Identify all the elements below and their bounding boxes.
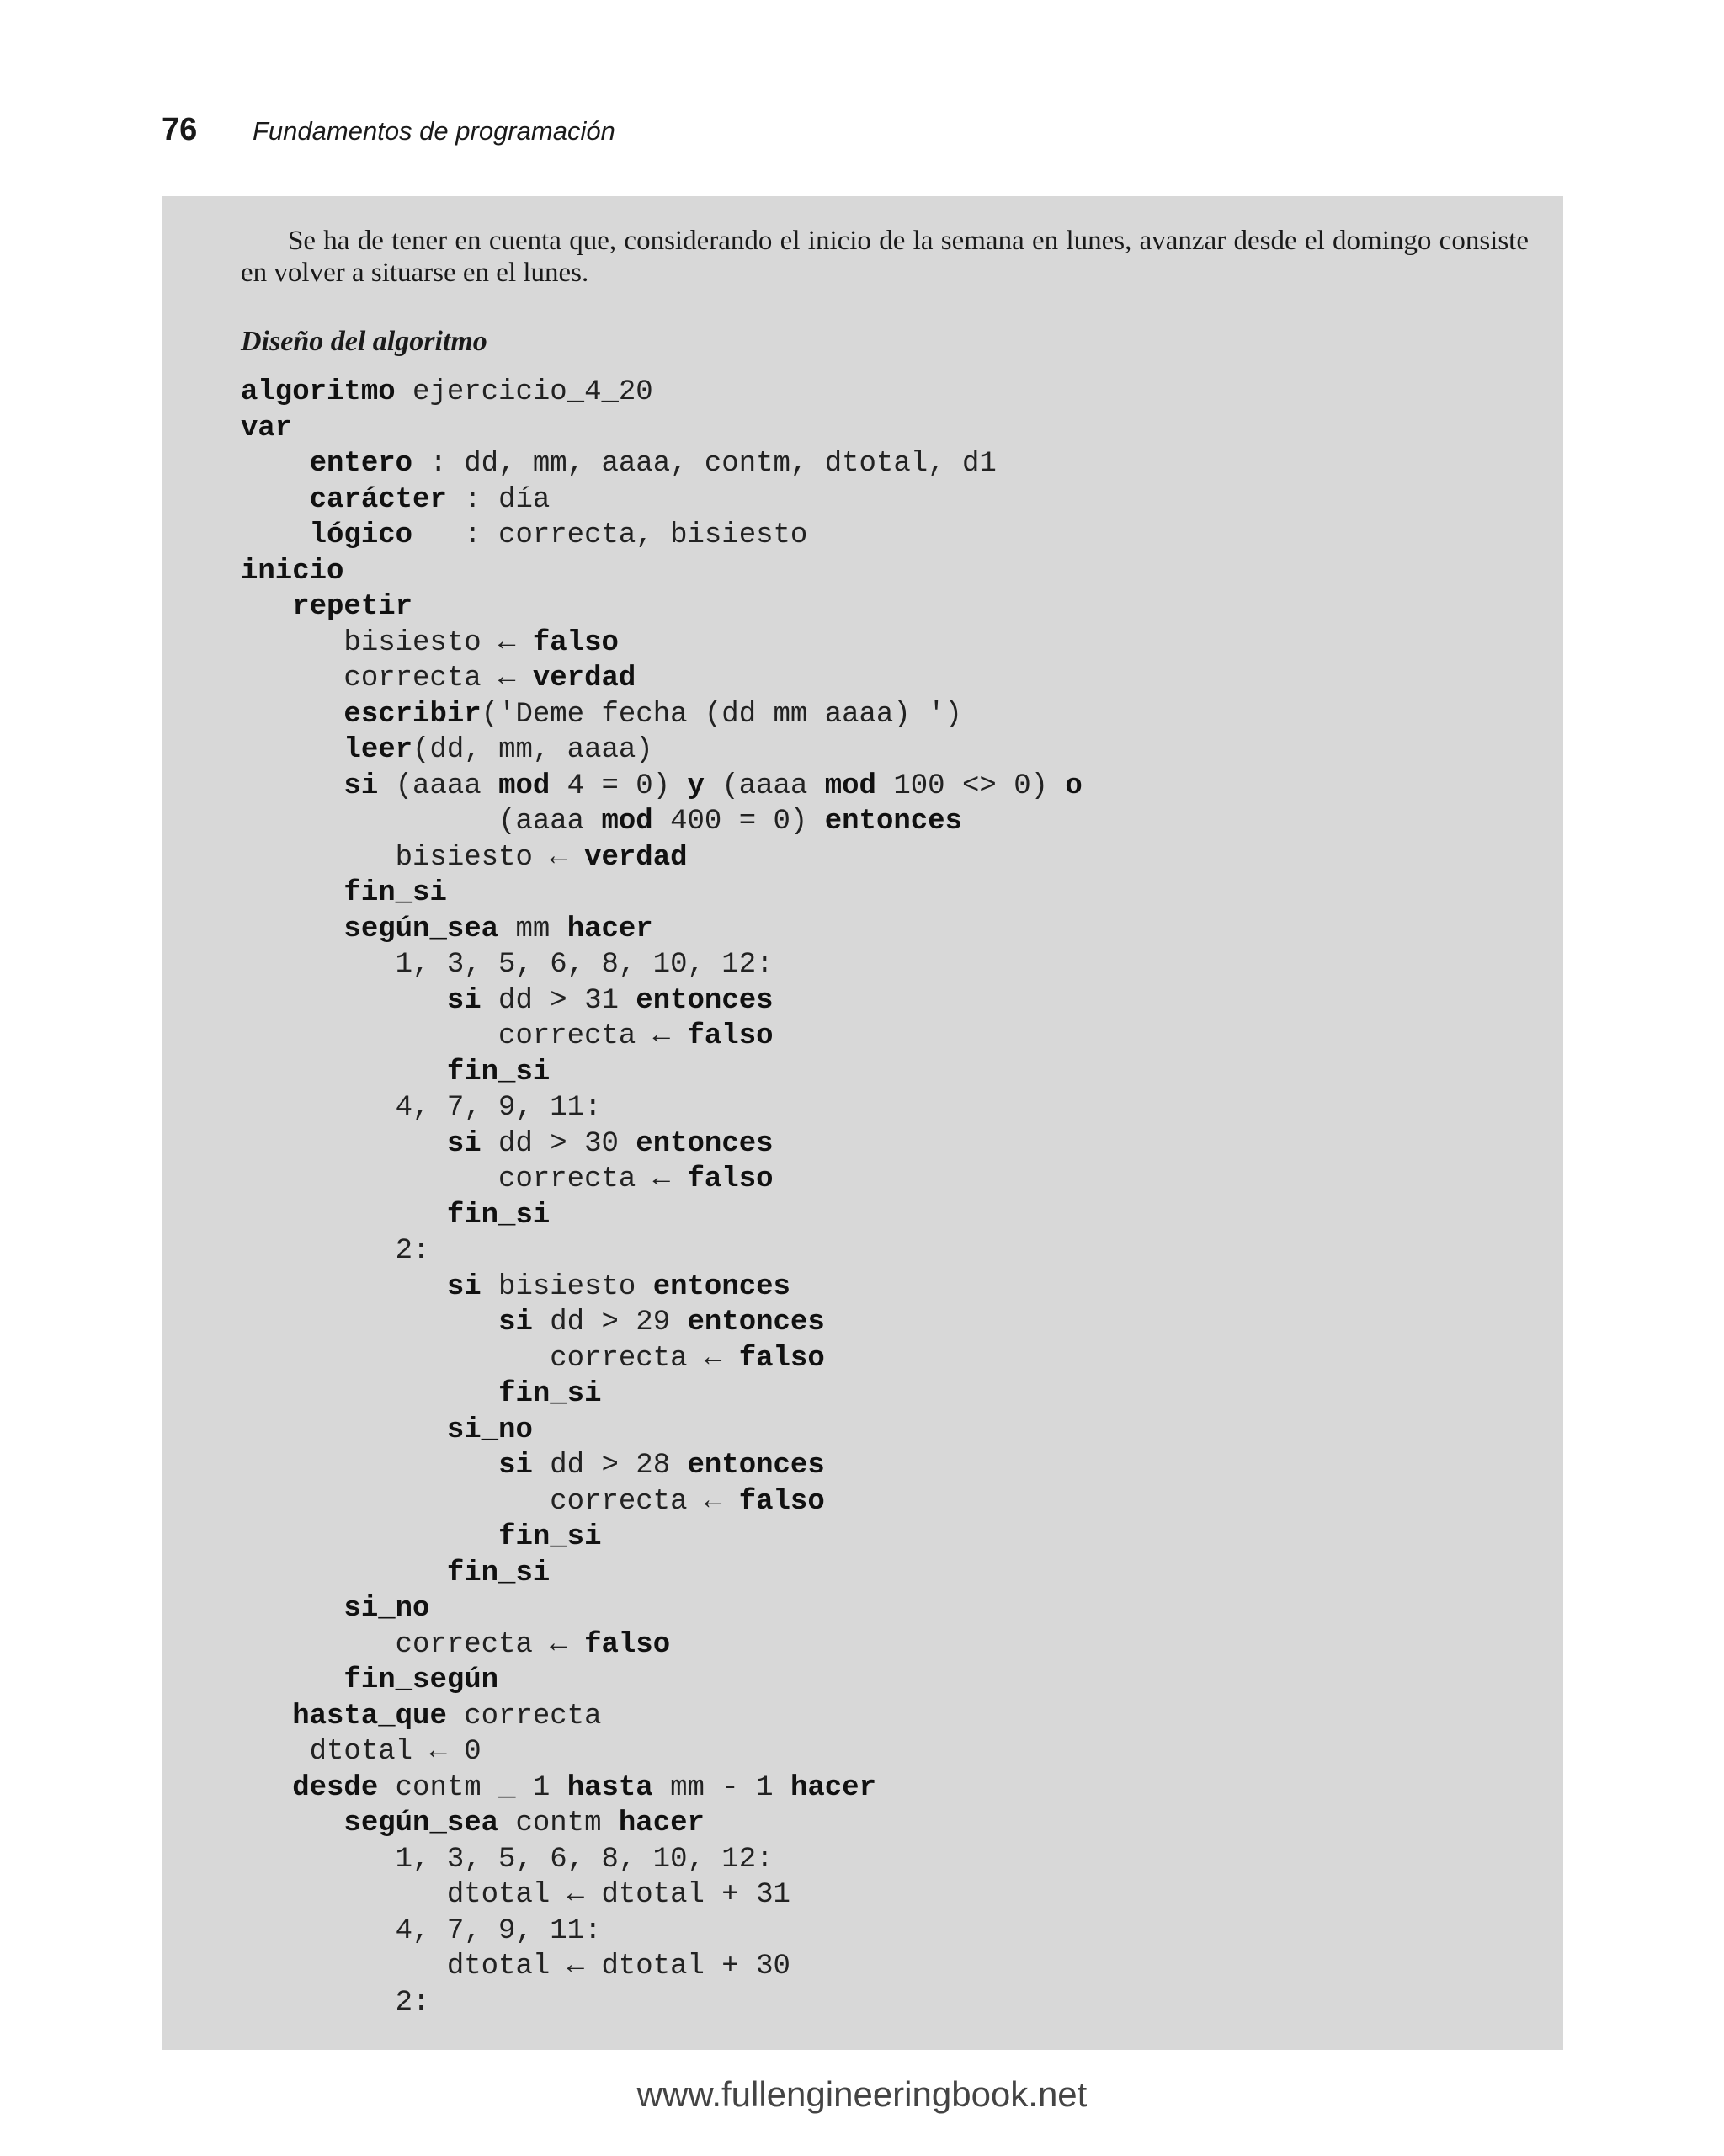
code-line — [241, 589, 1083, 626]
code-text: dtotal ← dtotal + 30 — [241, 1951, 790, 1983]
code-keyword: fin_si — [446, 1056, 551, 1089]
code-keyword: según_sea — [343, 913, 499, 945]
code-text: correcta — [446, 1700, 602, 1733]
code-keyword: entonces — [687, 1307, 825, 1339]
code-text: correcta ← — [241, 1485, 739, 1518]
code-keyword: o — [1065, 769, 1083, 802]
code-keyword: escribir — [343, 698, 482, 731]
code-line — [241, 1019, 1083, 1055]
code-text: correcta ← — [241, 663, 533, 695]
code-text: mm — [498, 913, 567, 945]
code-text — [241, 484, 310, 516]
code-keyword: inicio — [241, 555, 344, 588]
footer-url: www.fullengineeringbook.net — [636, 2074, 1088, 2114]
code-line — [241, 1985, 1083, 2021]
code-keyword: entonces — [636, 1127, 774, 1160]
code-line — [241, 446, 1083, 482]
code-text: 4, 7, 9, 11: — [241, 1092, 602, 1124]
code-line — [241, 876, 1083, 912]
code-text: dd > 28 — [532, 1450, 688, 1482]
code-text — [241, 1128, 447, 1160]
code-keyword: leer — [343, 734, 413, 766]
code-text: : día — [446, 483, 551, 516]
code-line — [241, 1484, 1083, 1520]
code-keyword: entonces — [652, 1270, 790, 1303]
code-keyword: fin_si — [446, 1557, 551, 1589]
code-line — [241, 1198, 1083, 1234]
code-keyword: hacer — [567, 913, 653, 945]
code-text — [241, 1521, 498, 1553]
code-line — [241, 554, 1083, 590]
code-keyword: según_sea — [343, 1807, 499, 1839]
code-text — [241, 734, 343, 766]
code-line — [241, 912, 1083, 948]
code-keyword: fin_si — [498, 1378, 602, 1410]
code-line — [241, 804, 1083, 840]
code-text — [241, 1593, 343, 1625]
code-text: : dd, mm, aaaa, contm, dtotal, d1 — [412, 448, 997, 480]
code-keyword: var — [241, 412, 293, 445]
code-text: bisiesto — [481, 1270, 653, 1303]
code-keyword: entonces — [636, 984, 774, 1017]
code-line — [241, 1305, 1083, 1341]
code-keyword: fin_si — [446, 1199, 551, 1232]
code-text: 1, 3, 5, 6, 8, 10, 12: — [241, 1843, 774, 1876]
code-text: correcta ← — [241, 1628, 585, 1661]
code-line — [241, 1090, 1083, 1126]
code-text: (aaaa — [378, 769, 499, 802]
code-line — [241, 1663, 1083, 1699]
code-line — [241, 697, 1083, 733]
code-text: 1, 3, 5, 6, 8, 10, 12: — [241, 949, 774, 981]
code-line — [241, 626, 1083, 662]
code-line — [241, 1055, 1083, 1091]
code-text: 4 = 0) — [550, 769, 688, 802]
code-keyword: hacer — [790, 1771, 876, 1804]
code-text — [241, 770, 343, 802]
code-keyword: carácter — [309, 483, 447, 516]
code-line — [241, 1699, 1083, 1735]
code-keyword: entonces — [824, 806, 962, 838]
code-keyword: fin_si — [343, 877, 447, 909]
code-line — [241, 947, 1083, 983]
code-text: correcta ← — [241, 1342, 739, 1375]
code-keyword: repetir — [292, 591, 413, 623]
code-line — [241, 1233, 1083, 1270]
code-text: dd > 29 — [532, 1307, 688, 1339]
code-text — [241, 1772, 292, 1804]
code-text — [241, 913, 343, 945]
code-text — [241, 1664, 343, 1696]
code-text — [241, 1057, 447, 1089]
code-line — [241, 1162, 1083, 1198]
intro-paragraph: Se ha de tener en cuenta que, considerando el inicio de la semana en lunes, avanzar desde el domingo consiste en volver a situarse en el lunes. — [241, 226, 1529, 288]
code-text — [241, 448, 310, 480]
code-keyword: y — [687, 769, 705, 802]
code-line — [241, 1627, 1083, 1664]
content-box — [162, 196, 1563, 2050]
code-text — [241, 591, 292, 623]
code-text — [241, 1378, 498, 1410]
code-text: contm — [498, 1807, 619, 1839]
code-text — [241, 1200, 447, 1232]
code-text — [241, 1807, 343, 1839]
code-keyword: falso — [532, 626, 619, 659]
code-keyword: verdad — [532, 663, 636, 695]
algorithm-code-block — [241, 375, 1083, 2020]
code-text — [241, 985, 447, 1017]
code-text — [241, 1701, 292, 1733]
code-keyword: mod — [824, 769, 876, 802]
code-line — [241, 1341, 1083, 1377]
code-line — [241, 661, 1083, 697]
code-text: 2: — [241, 1235, 430, 1267]
code-line — [241, 1126, 1083, 1163]
code-keyword: si_no — [343, 1593, 430, 1625]
code-text: 2: — [241, 1986, 430, 2019]
code-text — [241, 1414, 447, 1446]
code-line — [241, 1591, 1083, 1627]
code-text: correcta ← — [241, 1020, 688, 1052]
code-text: dtotal ← 0 — [241, 1736, 482, 1768]
code-keyword: falso — [687, 1020, 774, 1052]
code-text — [241, 1557, 447, 1589]
code-line — [241, 1770, 1083, 1807]
code-keyword: falso — [738, 1342, 825, 1375]
code-keyword: entonces — [687, 1450, 825, 1482]
code-text: bisiesto ← — [241, 626, 533, 659]
code-text: ejercicio_4_20 — [395, 376, 653, 408]
code-keyword: falso — [584, 1628, 671, 1661]
code-keyword: hasta_que — [292, 1700, 447, 1733]
code-keyword: entero — [309, 448, 413, 480]
code-text: dd > 30 — [481, 1127, 636, 1160]
code-text: mm - 1 — [652, 1771, 790, 1804]
code-text — [241, 1271, 447, 1303]
code-keyword: hasta — [567, 1771, 653, 1804]
code-line — [241, 1949, 1083, 1985]
page-number: 76 — [162, 112, 198, 147]
code-text — [241, 519, 310, 551]
code-keyword: mod — [498, 769, 551, 802]
code-text: (dd, mm, aaaa) — [412, 734, 653, 766]
code-text: dtotal ← dtotal + 31 — [241, 1879, 790, 1911]
code-text: bisiesto ← — [241, 841, 585, 874]
code-text: 400 = 0) — [652, 806, 825, 838]
code-text: : correcta, bisiesto — [412, 519, 808, 551]
code-text — [241, 877, 343, 909]
code-keyword: hacer — [618, 1807, 705, 1839]
code-text: 4, 7, 9, 11: — [241, 1914, 602, 1947]
code-text — [241, 699, 343, 731]
code-keyword: si — [498, 1450, 533, 1482]
code-keyword: si — [446, 1270, 482, 1303]
code-keyword: fin_según — [343, 1664, 499, 1696]
code-text: (aaaa — [704, 769, 825, 802]
code-line — [241, 1376, 1083, 1413]
code-text: ('Deme fecha (dd mm aaaa) ') — [481, 698, 962, 731]
code-keyword: si — [446, 984, 482, 1017]
code-text — [241, 1450, 498, 1482]
code-line — [241, 983, 1083, 1019]
code-text: correcta ← — [241, 1163, 688, 1195]
code-line — [241, 1842, 1083, 1878]
code-keyword: si_no — [446, 1413, 533, 1446]
code-line — [241, 482, 1083, 519]
code-line — [241, 1734, 1083, 1770]
code-line — [241, 1806, 1083, 1842]
running-title: Fundamentos de programación — [253, 116, 615, 146]
code-line — [241, 840, 1083, 876]
code-keyword: si — [498, 1307, 533, 1339]
code-text: 100 <> 0) — [875, 769, 1066, 802]
code-keyword: falso — [738, 1485, 825, 1518]
code-text — [241, 1307, 498, 1339]
code-keyword: falso — [687, 1163, 774, 1195]
code-keyword: algoritmo — [241, 376, 396, 408]
code-keyword: verdad — [584, 841, 688, 874]
code-line — [241, 375, 1083, 411]
code-text: dd > 31 — [481, 984, 636, 1017]
code-keyword: lógico — [309, 519, 413, 551]
code-line — [241, 1270, 1083, 1306]
code-keyword: si — [446, 1127, 482, 1160]
code-keyword: fin_si — [498, 1521, 602, 1553]
code-line — [241, 769, 1083, 805]
code-line — [241, 1556, 1083, 1592]
code-line — [241, 1914, 1083, 1950]
code-keyword: si — [343, 769, 379, 802]
code-line — [241, 1413, 1083, 1449]
code-line — [241, 411, 1083, 447]
code-text: (aaaa — [241, 806, 602, 838]
code-keyword: desde — [292, 1771, 379, 1804]
code-line — [241, 1448, 1083, 1484]
section-heading: Diseño del algoritmo — [241, 326, 487, 357]
code-keyword: mod — [601, 806, 653, 838]
code-line — [241, 1520, 1083, 1556]
code-line — [241, 732, 1083, 769]
code-line — [241, 518, 1083, 554]
code-text: contm _ 1 — [378, 1771, 567, 1804]
code-line — [241, 1877, 1083, 1914]
